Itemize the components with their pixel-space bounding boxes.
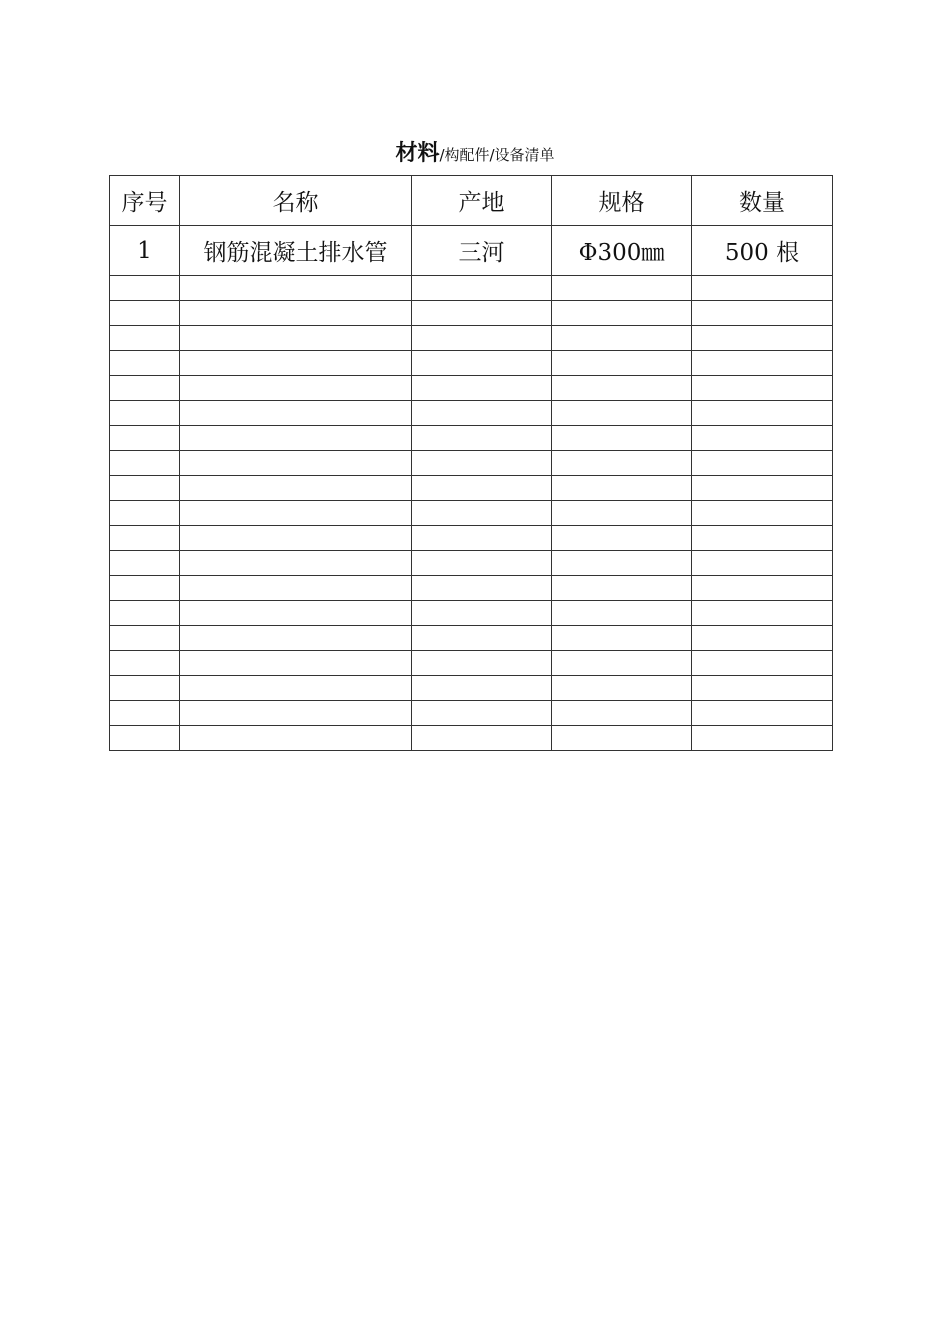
empty-cell <box>110 351 180 376</box>
empty-cell <box>692 451 833 476</box>
empty-cell <box>552 601 692 626</box>
table-row-empty <box>110 526 833 551</box>
table-row-empty <box>110 326 833 351</box>
empty-cell <box>552 326 692 351</box>
table-row-empty <box>110 351 833 376</box>
empty-cell <box>692 276 833 301</box>
empty-cell <box>110 276 180 301</box>
empty-cell <box>412 276 552 301</box>
empty-cell <box>692 301 833 326</box>
empty-cell <box>110 726 180 751</box>
empty-cell <box>412 701 552 726</box>
header-origin: 产地 <box>412 176 552 226</box>
table-row-empty <box>110 626 833 651</box>
empty-cell <box>110 601 180 626</box>
empty-cell <box>110 576 180 601</box>
empty-cell <box>692 426 833 451</box>
empty-cell <box>552 651 692 676</box>
empty-cell <box>692 401 833 426</box>
empty-cell <box>692 676 833 701</box>
empty-cell <box>552 701 692 726</box>
empty-cell <box>412 526 552 551</box>
empty-cell <box>180 326 412 351</box>
empty-cell <box>180 476 412 501</box>
empty-cell <box>412 626 552 651</box>
empty-cell <box>180 551 412 576</box>
empty-cell <box>552 726 692 751</box>
empty-cell <box>180 651 412 676</box>
empty-cell <box>412 351 552 376</box>
cell-name: 钢筋混凝土排水管 <box>180 226 412 276</box>
empty-cell <box>552 501 692 526</box>
empty-cell <box>552 351 692 376</box>
empty-cell <box>412 726 552 751</box>
table-row-empty <box>110 601 833 626</box>
empty-cell <box>552 576 692 601</box>
empty-cell <box>180 426 412 451</box>
table-row-empty <box>110 301 833 326</box>
cell-origin: 三河 <box>412 226 552 276</box>
empty-cell <box>180 601 412 626</box>
empty-cell <box>180 701 412 726</box>
empty-cell <box>180 726 412 751</box>
empty-cell <box>412 551 552 576</box>
empty-cell <box>412 576 552 601</box>
empty-cell <box>110 701 180 726</box>
empty-cell <box>110 526 180 551</box>
empty-cell <box>552 401 692 426</box>
empty-cell <box>180 626 412 651</box>
empty-cell <box>412 401 552 426</box>
table-row-empty <box>110 451 833 476</box>
empty-cell <box>110 501 180 526</box>
cell-index: 1 <box>110 226 180 276</box>
empty-cell <box>552 376 692 401</box>
empty-cell <box>412 476 552 501</box>
header-quantity: 数量 <box>692 176 833 226</box>
table-row-empty <box>110 376 833 401</box>
empty-cell <box>110 401 180 426</box>
table-row-empty <box>110 551 833 576</box>
header-name: 名称 <box>180 176 412 226</box>
table-header-row <box>110 176 833 226</box>
table-row-empty <box>110 726 833 751</box>
empty-cell <box>412 601 552 626</box>
title-main: 材料 <box>395 141 440 166</box>
table-row-empty <box>110 426 833 451</box>
empty-cell <box>692 376 833 401</box>
empty-cell <box>412 451 552 476</box>
header-index: 序号 <box>110 176 180 226</box>
empty-cell <box>412 501 552 526</box>
empty-cell <box>692 326 833 351</box>
cell-quantity: 500 根 <box>692 226 833 276</box>
empty-cell <box>552 276 692 301</box>
table-row-empty <box>110 701 833 726</box>
table-row-empty <box>110 276 833 301</box>
empty-cell <box>412 301 552 326</box>
empty-cell <box>110 551 180 576</box>
empty-cell <box>180 351 412 376</box>
empty-cell <box>692 551 833 576</box>
empty-cell <box>110 476 180 501</box>
empty-cell <box>692 526 833 551</box>
materials-table <box>109 175 833 751</box>
empty-cell <box>110 326 180 351</box>
empty-cell <box>110 651 180 676</box>
empty-cell <box>692 501 833 526</box>
empty-cell <box>552 426 692 451</box>
document-title <box>0 136 950 167</box>
empty-cell <box>692 626 833 651</box>
empty-cell <box>180 526 412 551</box>
empty-cell <box>552 476 692 501</box>
empty-cell <box>552 676 692 701</box>
table-row-empty <box>110 501 833 526</box>
table-row-empty <box>110 676 833 701</box>
empty-cell <box>412 676 552 701</box>
empty-cell <box>692 651 833 676</box>
empty-cell <box>180 376 412 401</box>
empty-cell <box>180 301 412 326</box>
empty-cell <box>552 551 692 576</box>
empty-cell <box>692 701 833 726</box>
empty-cell <box>412 651 552 676</box>
empty-cell <box>412 326 552 351</box>
empty-cell <box>552 526 692 551</box>
empty-cell <box>180 401 412 426</box>
table-row <box>110 226 833 276</box>
empty-cell <box>692 351 833 376</box>
empty-cell <box>692 476 833 501</box>
empty-cell <box>110 376 180 401</box>
table-row-empty <box>110 476 833 501</box>
empty-cell <box>180 276 412 301</box>
table-row-empty <box>110 576 833 601</box>
header-spec: 规格 <box>552 176 692 226</box>
empty-cell <box>110 426 180 451</box>
empty-cell <box>692 726 833 751</box>
empty-cell <box>692 576 833 601</box>
empty-cell <box>552 451 692 476</box>
empty-cell <box>110 626 180 651</box>
empty-cell <box>552 301 692 326</box>
empty-cell <box>180 451 412 476</box>
table-row-empty <box>110 651 833 676</box>
empty-cell <box>110 676 180 701</box>
empty-cell <box>692 601 833 626</box>
empty-cell <box>110 301 180 326</box>
title-sub: /构配件/设备清单 <box>439 146 555 164</box>
empty-cell <box>180 576 412 601</box>
empty-cell <box>110 451 180 476</box>
empty-cell <box>412 376 552 401</box>
empty-cell <box>412 426 552 451</box>
empty-cell <box>180 676 412 701</box>
empty-cell <box>552 626 692 651</box>
table-row-empty <box>110 401 833 426</box>
empty-cell <box>180 501 412 526</box>
cell-spec: Φ300㎜ <box>552 226 692 276</box>
